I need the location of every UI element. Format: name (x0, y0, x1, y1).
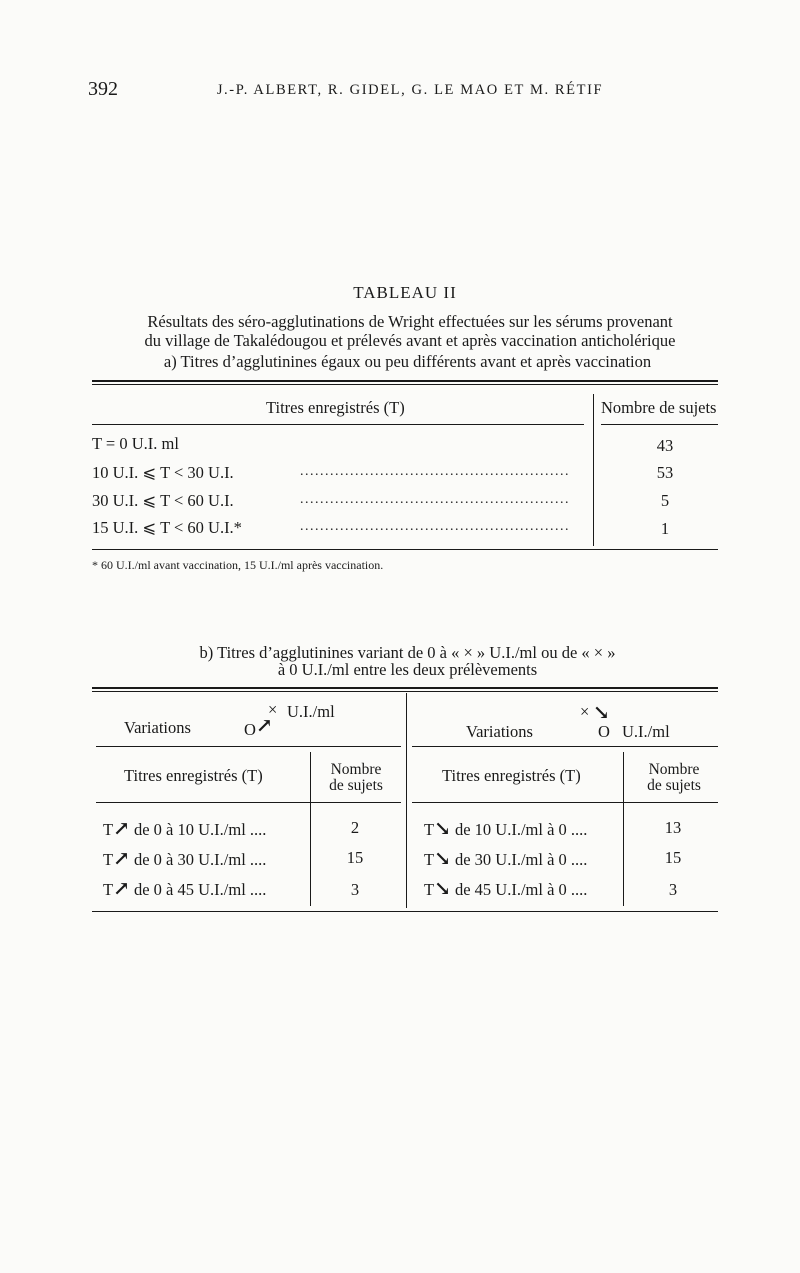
left-row-t: T (103, 850, 114, 869)
left-sym-x: × (268, 700, 278, 719)
right-row-t: T (424, 880, 435, 899)
left-variations-label: Variations (124, 718, 191, 737)
col-header-nombre: Nombre de sujets (601, 398, 717, 417)
right-col-titres: Titres enregistrés (T) (442, 766, 581, 785)
leader-dots: .... (570, 850, 588, 869)
right-col-nombre-1: Nombre (648, 761, 700, 778)
arrow-down-icon (434, 880, 451, 899)
right-sym-x: × (580, 702, 590, 721)
right-row-t: T (424, 820, 435, 839)
table-title: TABLEAU II (353, 283, 457, 302)
top-double-rule-1 (92, 380, 718, 382)
row-label-3: 30 U.I. ⩽ T < 60 U.I. (92, 491, 234, 510)
right-col-nombre-2: de sujets (647, 777, 701, 794)
top-double-rule-b-1 (92, 687, 718, 689)
leader-dots: .... (249, 850, 267, 869)
right-row-value-3: 3 (668, 880, 678, 899)
table-caption (100, 312, 720, 350)
left-row-value-3: 3 (350, 880, 360, 899)
bottom-rule-a (92, 549, 718, 550)
row-value-4: 1 (660, 519, 670, 538)
left-row-3 (103, 876, 266, 901)
bottom-rule-b (92, 911, 718, 912)
arrow-down-icon (434, 820, 451, 839)
left-row-value-1: 2 (350, 818, 360, 837)
left-col-nombre (316, 762, 396, 794)
leader-dots: .... (570, 820, 588, 839)
arrow-up-icon (113, 850, 130, 869)
header-rule-left (92, 424, 584, 425)
part-b-subtitle-line-2: à 0 U.I./ml entre les deux prélèvements (277, 660, 538, 679)
running-header: J.-P. ALBERT, R. GIDEL, G. LE MAO ET M. RÉTIF (216, 82, 604, 98)
left-col-titres: Titres enregistrés (T) (124, 766, 263, 785)
left-header-rule (96, 746, 401, 747)
right-col-divider (623, 752, 624, 906)
column-divider (593, 394, 594, 546)
leader-dots: .... (570, 880, 588, 899)
row-label-2: 10 U.I. ⩽ T < 30 U.I. (92, 463, 234, 482)
top-double-rule-b-2 (92, 691, 718, 692)
left-row-label: de 0 à 45 U.I./ml (133, 880, 246, 899)
row-label-4: 15 U.I. ⩽ T < 60 U.I.* (92, 518, 242, 537)
left-sym-unit: U.I./ml (287, 702, 335, 721)
leader-dots: .... (249, 880, 267, 899)
left-row-t: T (103, 820, 114, 839)
part-b-subtitle-line-1: b) Titres d’agglutinines variant de 0 à « × » U.I./ml ou de « × » (199, 643, 616, 662)
right-row-label: de 45 U.I./ml à 0 (454, 880, 567, 899)
right-row-1 (424, 816, 587, 841)
left-sym-o: O (244, 720, 256, 739)
footnote: * 60 U.I./ml avant vaccination, 15 U.I./ml après vaccination. (92, 558, 384, 572)
row-value-1: 43 (656, 436, 674, 455)
right-row-label: de 10 U.I./ml à 0 (454, 820, 567, 839)
part-b-subtitle (95, 644, 720, 678)
left-row-2 (103, 846, 266, 871)
leader-dots: ...................................................... (300, 492, 570, 507)
header-rule-right (601, 424, 718, 425)
right-row-3 (424, 876, 587, 901)
right-row-t: T (424, 850, 435, 869)
leader-dots: .... (249, 820, 267, 839)
part-a-subtitle: a) Titres d’agglutinines égaux ou peu différents avant et après vaccination (163, 352, 652, 371)
arrow-down-icon (434, 850, 451, 869)
top-double-rule-2 (92, 384, 718, 385)
right-row-label: de 30 U.I./ml à 0 (454, 850, 567, 869)
right-col-nombre (634, 762, 714, 794)
row-value-2: 53 (656, 463, 674, 482)
arrow-up-icon (113, 820, 130, 839)
caption-line-2: du village de Takalédougou et prélevés avant et après vaccination anticholérique (144, 331, 676, 350)
left-row-1 (103, 816, 266, 841)
right-row-value-1: 13 (664, 818, 682, 837)
page-number: 392 (88, 78, 118, 100)
right-sym-o: O (598, 722, 610, 741)
leader-dots: ...................................................... (300, 464, 570, 479)
left-col-nombre-1: Nombre (330, 761, 382, 778)
left-row-value-2: 15 (346, 848, 364, 867)
row-label-1: T = 0 U.I. ml (92, 434, 179, 453)
right-header-rule (412, 746, 718, 747)
right-sym-unit: U.I./ml (622, 722, 670, 741)
arrow-up-icon (256, 713, 273, 738)
leader-dots: ...................................................... (300, 519, 570, 534)
left-colheader-rule (96, 802, 401, 803)
right-variations-label: Variations (466, 722, 533, 741)
row-value-3: 5 (660, 491, 670, 510)
right-row-2 (424, 846, 587, 871)
arrow-up-icon (113, 880, 130, 899)
left-row-t: T (103, 880, 114, 899)
left-col-divider (310, 752, 311, 906)
caption-line-1: Résultats des séro-agglutinations de Wright effectuées sur les sérums provenant (147, 312, 673, 331)
left-col-nombre-2: de sujets (329, 777, 383, 794)
left-row-label: de 0 à 10 U.I./ml (133, 820, 246, 839)
right-row-value-2: 15 (664, 848, 682, 867)
right-colheader-rule (412, 802, 718, 803)
center-divider (406, 693, 407, 908)
left-row-label: de 0 à 30 U.I./ml (133, 850, 246, 869)
col-header-titres: Titres enregistrés (T) (266, 398, 405, 417)
